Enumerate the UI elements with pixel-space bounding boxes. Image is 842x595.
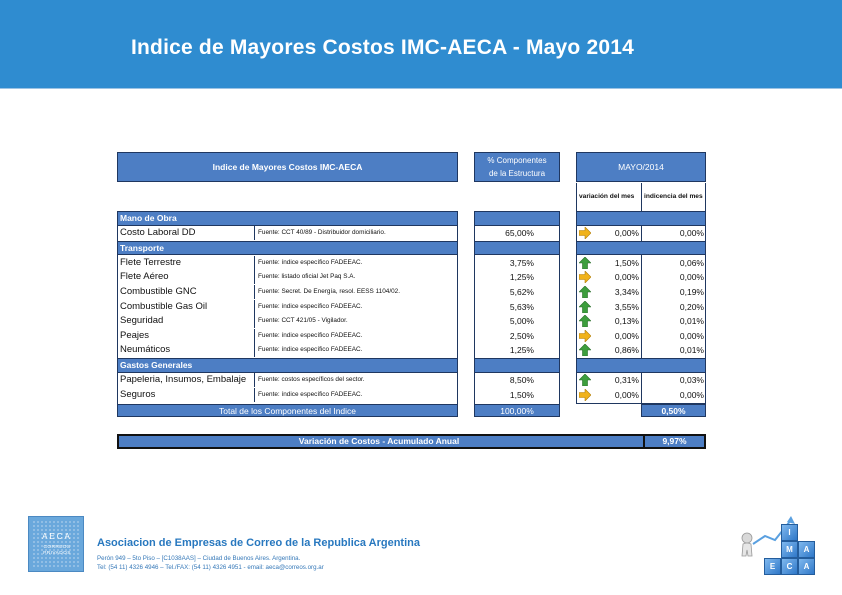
row-pct: 8,50% bbox=[509, 375, 534, 386]
row-variacion: 0,00% bbox=[614, 272, 639, 283]
row-pct: 5,63% bbox=[509, 301, 534, 312]
total-pct: 100,00% bbox=[500, 406, 534, 416]
row-source: Fuente: índice específico FADEEAC. bbox=[254, 300, 457, 314]
row-incidencia: 0,01% bbox=[679, 316, 704, 327]
section-bar bbox=[117, 211, 458, 226]
row-incidencia: 0,00% bbox=[679, 389, 704, 400]
aeca-logo bbox=[28, 516, 84, 572]
section-title: Transporte bbox=[120, 242, 164, 253]
row-variacion: 0,13% bbox=[614, 316, 639, 327]
row-source: Fuente: índice específico FADEEAC. bbox=[254, 343, 457, 357]
row-incidencia: 0,01% bbox=[679, 345, 704, 356]
cube-letter-a1: A bbox=[803, 545, 810, 554]
row-source: Fuente: listado oficial Jet Paq S.A. bbox=[254, 270, 457, 284]
row-source: Fuente: CCT 40/89 - Distribuidor domiciliario. bbox=[254, 226, 457, 240]
section-bar-month bbox=[576, 241, 706, 256]
total-incidencia-bar bbox=[641, 404, 706, 417]
arrow-up-icon bbox=[579, 257, 591, 269]
cube-a1 bbox=[798, 541, 815, 558]
cube-letter-e: E bbox=[769, 562, 776, 571]
row-variacion: 0,00% bbox=[614, 228, 639, 239]
logo-letters: AECA bbox=[42, 532, 72, 541]
cube-i bbox=[781, 524, 798, 541]
organization-contact: Tel: (54 11) 4326 4946 – Tel./FAX: (54 11) 4326 4951 - email: aeca@correos.org.ar bbox=[97, 564, 324, 571]
row-source: Fuente: costos específicos del sector. bbox=[254, 373, 457, 387]
total-name-bar bbox=[117, 404, 458, 417]
cube-letter-m: M bbox=[786, 545, 793, 554]
organization-name: Asociacion de Empresas de Correo de la Republica Argentina bbox=[97, 537, 420, 549]
imma-cubes-logo bbox=[735, 514, 825, 576]
section-title: Gastos Generales bbox=[120, 360, 193, 370]
month-label: MAYO/2014 bbox=[618, 162, 664, 172]
row-name: Flete Terrestre bbox=[120, 256, 182, 268]
row-pct: 2,50% bbox=[509, 330, 534, 341]
row-variacion: 0,00% bbox=[614, 389, 639, 400]
cube-e bbox=[764, 558, 781, 575]
row-incidencia: 0,00% bbox=[679, 228, 704, 239]
logo-subtitle bbox=[29, 545, 85, 557]
row-incidencia: 0,19% bbox=[679, 287, 704, 297]
row-pct: 5,62% bbox=[509, 287, 534, 297]
month-header bbox=[576, 152, 706, 182]
row-source: Fuente: índice específico FADEEAC. bbox=[254, 256, 457, 270]
logo-sub-1: CORREOS bbox=[43, 545, 71, 550]
row-name: Flete Aéreo bbox=[120, 271, 169, 283]
row-variacion: 0,86% bbox=[614, 345, 639, 356]
pct-header-line2: de la Estructura bbox=[488, 169, 546, 178]
arrow-up-icon bbox=[579, 286, 591, 298]
total-pct-bar bbox=[474, 404, 560, 417]
table-title-header bbox=[117, 152, 458, 182]
arrow-right-icon bbox=[579, 271, 591, 283]
pct-column-header bbox=[474, 152, 560, 182]
arrow-up-icon bbox=[579, 374, 591, 386]
page-title: Indice de Mayores Costos IMC-AECA - Mayo 2014 bbox=[131, 36, 635, 59]
row-pct: 5,00% bbox=[509, 316, 534, 327]
annual-value: 9,97% bbox=[662, 436, 687, 446]
section-bar-month bbox=[576, 211, 706, 226]
section-bar-pct bbox=[474, 358, 560, 373]
title-banner bbox=[0, 0, 842, 88]
cube-letter-c: C bbox=[786, 562, 793, 571]
row-source: Fuente: Secret. De Energía, resol. EESS 1104/02. bbox=[254, 285, 457, 299]
cube-a2 bbox=[798, 558, 815, 575]
section-bar-pct bbox=[474, 211, 560, 226]
arrow-up-icon bbox=[579, 301, 591, 313]
row-source: Fuente: CCT 421/05 - Vigilador. bbox=[254, 314, 457, 328]
row-variacion: 1,50% bbox=[614, 257, 639, 268]
row-pct: 1,25% bbox=[509, 272, 534, 283]
section-bar bbox=[117, 241, 458, 256]
cube-c bbox=[781, 558, 798, 575]
row-incidencia: 0,06% bbox=[679, 257, 704, 268]
arrow-right-icon bbox=[579, 227, 591, 239]
row-name: Combustible Gas Oil bbox=[120, 300, 208, 312]
row-variacion: 0,00% bbox=[614, 330, 639, 341]
row-name: Seguridad bbox=[120, 315, 164, 327]
pct-header-line1: % Componentes bbox=[487, 156, 547, 165]
annual-bar bbox=[117, 434, 706, 449]
table-title: Indice de Mayores Costos IMC-AECA bbox=[212, 162, 363, 172]
total-label: Total de los Componentes del Indice bbox=[218, 406, 357, 416]
row-incidencia: 0,00% bbox=[679, 330, 704, 341]
row-pct: 1,50% bbox=[509, 389, 534, 400]
banner-divider bbox=[0, 88, 842, 89]
row-name: Costo Laboral DD bbox=[120, 227, 196, 239]
row-source: Fuente: índice específico FADEEAC. bbox=[254, 388, 457, 402]
cube-letter-i: I bbox=[788, 528, 791, 537]
row-name: Combustible GNC bbox=[120, 286, 197, 297]
row-pct: 65,00% bbox=[505, 228, 534, 239]
incidencia-column-label: indicencia del mes bbox=[644, 193, 703, 200]
row-variacion: 3,34% bbox=[614, 287, 639, 297]
arrow-right-icon bbox=[579, 330, 591, 342]
logo-pattern bbox=[32, 520, 80, 568]
section-title: Mano de Obra bbox=[120, 213, 177, 223]
cube-letter-a2: A bbox=[803, 562, 810, 571]
arrow-up-icon bbox=[579, 315, 591, 327]
variacion-column-label: variación del mes bbox=[579, 193, 635, 200]
row-pct: 3,75% bbox=[509, 257, 534, 268]
cube-m bbox=[781, 541, 798, 558]
row-incidencia: 0,00% bbox=[679, 272, 704, 283]
row-incidencia: 0,03% bbox=[679, 375, 704, 386]
section-bar-month bbox=[576, 358, 706, 373]
logo-sub-2: PRIVADOS bbox=[43, 551, 71, 556]
arrow-right-icon bbox=[579, 389, 591, 401]
row-name: Neumáticos bbox=[120, 344, 171, 356]
annual-label: Variación de Costos - Acumulado Anual bbox=[298, 436, 460, 446]
row-pct: 1,25% bbox=[509, 345, 534, 356]
arrow-up-icon bbox=[579, 344, 591, 356]
row-source: Fuente: índice específico FADEEAC. bbox=[254, 329, 457, 343]
row-variacion: 3,55% bbox=[614, 301, 639, 312]
row-name: Papeleria, Insumos, Embalaje bbox=[120, 374, 247, 386]
section-bar bbox=[117, 358, 458, 373]
row-name: Peajes bbox=[120, 329, 150, 341]
row-name: Seguros bbox=[120, 388, 156, 400]
row-variacion: 0,31% bbox=[614, 375, 639, 386]
row-incidencia: 0,20% bbox=[679, 301, 704, 312]
organization-address: Perón 949 – 5to Piso – [C1038AAS] – Ciudad de Buenos Aires. Argentina. bbox=[97, 555, 301, 562]
section-bar-pct bbox=[474, 241, 560, 256]
total-incidencia: 0,50% bbox=[661, 406, 686, 416]
